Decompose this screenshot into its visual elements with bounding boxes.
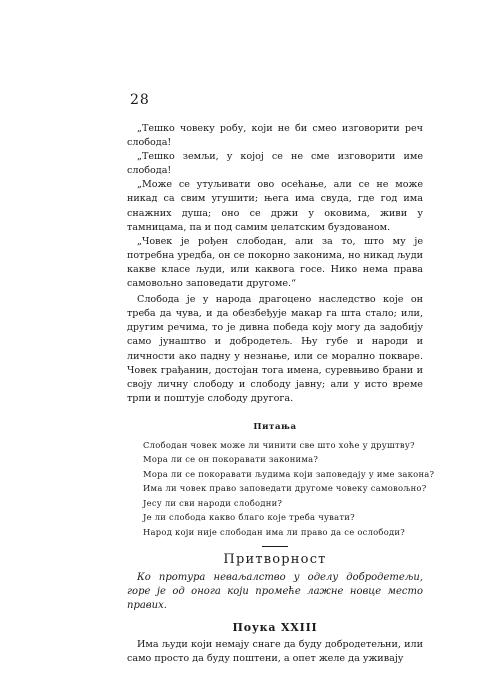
- lesson-title: Поука XXIII: [232, 620, 318, 634]
- paragraph: Слобода је у народа драгоцено наследство које он треба да чува, и да обезбеђује макар га шта стало; или, другим речима, то је дивна победа коју могу да задобију само јунаштво и добродетељ. Њу губе и народи и личности ако падну у незнање, или се морално покваре. Човек грађанин, достојан тога имена, суревњиво брани и своју личну слободу и слободу јавну; али у исто време трпи и поштује слободу другога.: [127, 294, 423, 404]
- section-divider: [262, 546, 288, 547]
- paragraph: „Тешко човеку робу, који не би смео изговорити реч слобода!: [127, 123, 423, 149]
- question-item: Је ли слобода какво благо које треба чувати?: [143, 512, 355, 523]
- question-item: Мора ли се он покоравати законима?: [143, 454, 319, 465]
- question-item: Јесу ли сви народи слободни?: [143, 497, 283, 508]
- page-body: [127, 122, 435, 666]
- question-item: Мора ли се покоравати људима који заповедају у име закона?: [143, 468, 435, 479]
- paragraph: „Човек је рођен слободан, али за то, што му је потребна уредба, он се покорно законима, но никад људи какве класе људи, или каквога госе. Нико нема права самовољно заповедати другоме.“: [127, 235, 423, 290]
- question-item: Слободан човек може ли чинити све што хоће у друштву?: [143, 439, 415, 450]
- question-item: Има ли човек право заповедати другоме човеку самовољно?: [143, 483, 427, 494]
- question-item: Народ који није слободан има ли право да се ослободи?: [143, 526, 405, 537]
- paragraph: „Тешко земљи, у којој се не сме изговорити име слобода!: [127, 151, 423, 177]
- epigraph: Ко протура неваљалство у оделу добродетељи, горе је од онога који промеће лажне новце место правих.: [127, 571, 423, 611]
- lesson-text: Има људи који немају снаге да буду добродетељни, или само просто да буду поштени, а опет желе да уживају: [127, 638, 423, 664]
- questions-heading: Питања: [253, 421, 297, 432]
- questions-list: [127, 438, 435, 540]
- paragraph: „Може се утуљивати ово осећање, али се не може никад са свим угушити; њега има свуда, где год има снажних душа; оно се држи у оковима, живи у тамницама, па и под самим џелатским буздованом.: [127, 179, 423, 233]
- page-number: 28: [130, 92, 150, 108]
- section-title: Притворност: [223, 552, 327, 568]
